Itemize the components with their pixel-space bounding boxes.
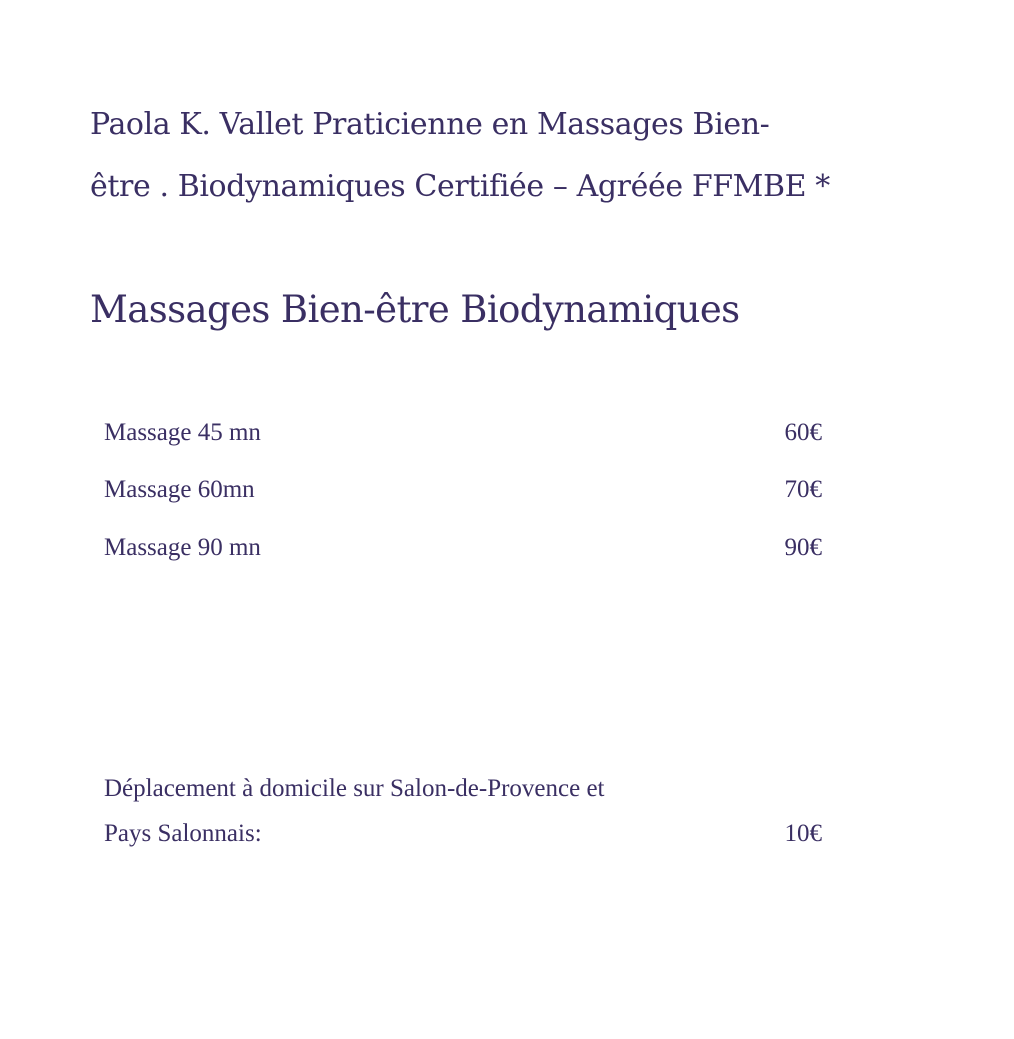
service-label: Massage 90 mn xyxy=(104,534,261,561)
travel-fee-label: Pays Salonnais: xyxy=(104,820,262,847)
travel-fee xyxy=(104,766,822,856)
service-price: 70€ xyxy=(784,476,822,503)
price-row xyxy=(104,473,822,507)
travel-fee-row xyxy=(104,811,822,856)
service-price: 90€ xyxy=(784,534,822,561)
section-title: Massages Bien-être Biodynamiques xyxy=(90,288,740,331)
price-row xyxy=(104,531,822,565)
service-label: Massage 45 mn xyxy=(104,419,261,446)
price-row xyxy=(104,416,822,450)
travel-fee-price: 10€ xyxy=(784,820,822,847)
service-label: Massage 60mn xyxy=(104,476,255,503)
travel-fee-description: Déplacement à domicile sur Salon-de-Provence et xyxy=(104,775,605,802)
service-price: 60€ xyxy=(784,419,822,446)
intro-line-2: être . Biodynamiques Certifiée – Agréée FFMBE * xyxy=(90,169,830,204)
intro-line-1: Paola K. Vallet Praticienne en Massages Bien- xyxy=(90,107,770,142)
intro-heading xyxy=(90,94,970,218)
